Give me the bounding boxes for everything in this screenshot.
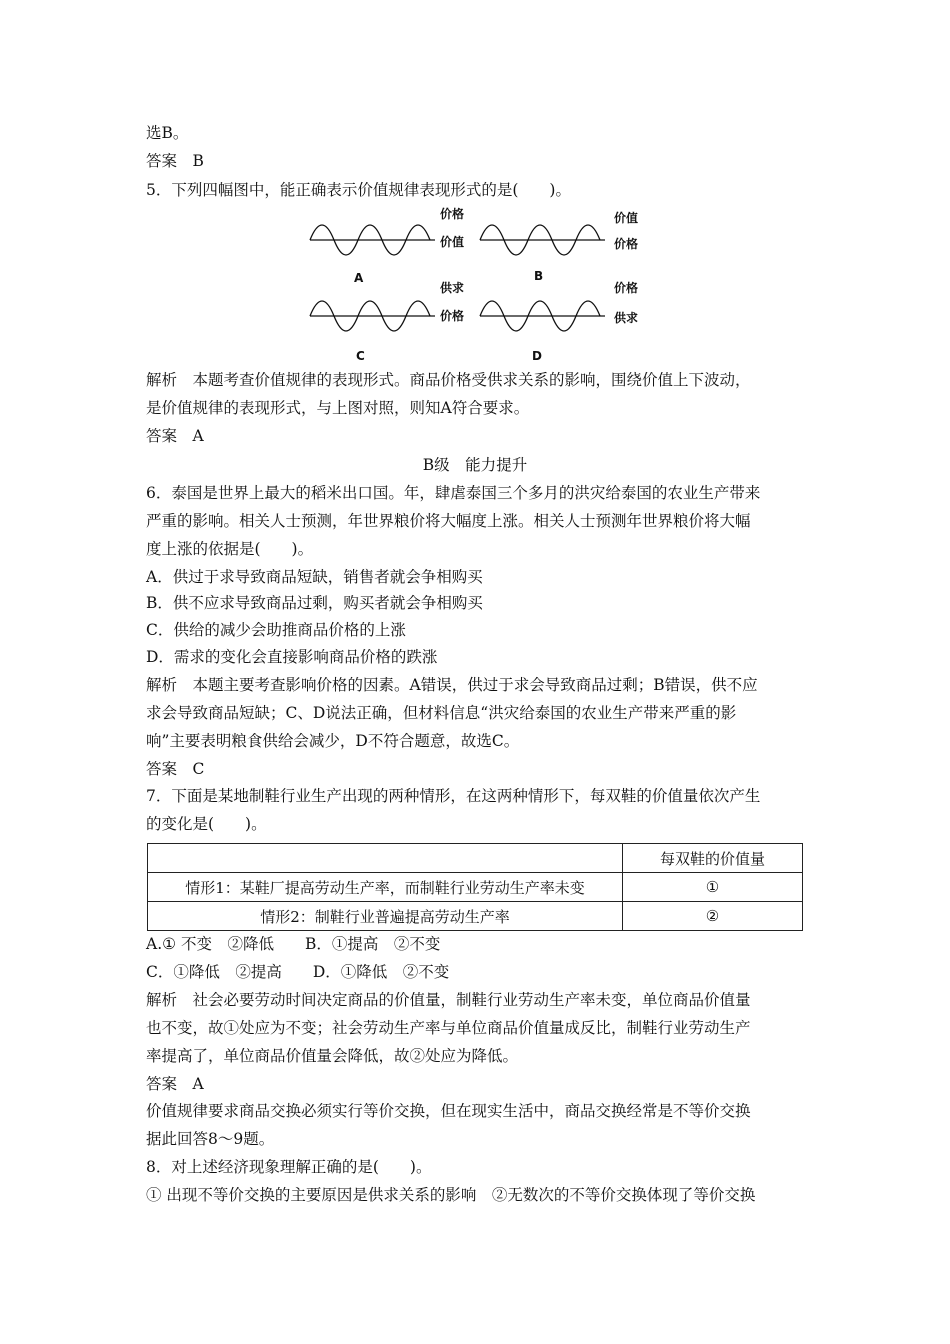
analysis-line: 解析 本题主要考查影响价格的因素。A错误，供过于求会导致商品过剩；B错误，供不应 — [146, 676, 758, 694]
table-cell: ② — [623, 902, 803, 931]
panel-d — [480, 280, 638, 363]
option-a: A．供过于求导致商品短缺，销售者就会争相购买 — [146, 568, 483, 586]
panel-d-bottom-label: 供求 — [614, 311, 639, 325]
table-header-row — [148, 844, 803, 873]
analysis-line: 也不变，故①处应为不变；社会劳动生产率与单位商品价值量成反比，制鞋行业劳动生产 — [146, 1019, 751, 1037]
options-line: C．①降低 ②提高 D．①降低 ②不变 — [146, 963, 450, 981]
table-header-cell: 每双鞋的价值量 — [623, 844, 803, 873]
analysis-line: 响”主要表明粮食供给会减少，D不符合题意，故选C。 — [146, 732, 520, 750]
panel-b-top-label: 价值 — [614, 211, 639, 225]
panel-c — [310, 280, 464, 363]
panel-b — [480, 210, 638, 283]
answer-line: 答案 A — [146, 427, 204, 445]
analysis-line: 解析 本题考查价值规律的表现形式。商品价格受供求关系的影响，围绕价值上下波动， — [146, 371, 751, 389]
option-b: B．供不应求导致商品过剩，购买者就会争相购买 — [146, 594, 483, 612]
panel-b-caption: B — [534, 269, 544, 283]
table-cell: 情形1：某鞋厂提高劳动生产率，而制鞋行业劳动生产率未变 — [148, 873, 623, 902]
question-6: 6．泰国是世界上最大的稻米出口国。年，肆虐泰国三个多月的洪灾给泰国的农业生产带来 — [146, 484, 761, 502]
table-row — [148, 902, 803, 931]
question-6-line: 严重的影响。相关人士预测，年世界粮价将大幅度上涨。相关人士预测年世界粮价将大幅 — [146, 512, 751, 530]
intro-line: 价值规律要求商品交换必须实行等价交换，但在现实生活中，商品交换经常是不等价交换 — [146, 1102, 751, 1120]
panel-d-caption: D — [532, 349, 542, 363]
table-header-cell — [148, 844, 623, 873]
value-law-figure — [300, 200, 660, 368]
option-d: D．需求的变化会直接影响商品价格的跌涨 — [146, 648, 438, 666]
analysis-line: 求会导致商品短缺；C、D说法正确，但材料信息“洪灾给泰国的农业生产带来严重的影 — [146, 704, 737, 722]
table-cell: ① — [623, 873, 803, 902]
answer-line: 答案 A — [146, 1075, 204, 1093]
table-cell: 情形2：制鞋行业普遍提高劳动生产率 — [148, 902, 623, 931]
panel-a-bottom-label: 价值 — [440, 235, 465, 249]
panel-d-top-label: 价格 — [614, 281, 639, 295]
option-c: C．供给的减少会助推商品价格的上涨 — [146, 621, 406, 639]
section-heading: B级 能力提升 — [422, 456, 528, 474]
intro-line: 据此回答8～9题。 — [146, 1130, 275, 1148]
panel-a-top-label: 价格 — [440, 207, 465, 221]
question-7: 7．下面是某地制鞋行业生产出现的两种情形，在这两种情形下，每双鞋的价值量依次产生 — [146, 787, 761, 805]
panel-c-bottom-label: 价格 — [440, 309, 465, 323]
text-line: 选B。 — [146, 124, 189, 142]
analysis-line: 解析 社会必要劳动时间决定商品的价值量，制鞋行业劳动生产率未变，单位商品价值量 — [146, 991, 751, 1009]
answer-line: 答案 B — [146, 152, 204, 170]
analysis-line: 是价值规律的表现形式，与上图对照，则知A符合要求。 — [146, 399, 530, 417]
panel-a — [310, 206, 464, 285]
question-5: 5．下列四幅图中，能正确表示价值规律表现形式的是( )。 — [146, 181, 571, 199]
analysis-line: 率提高了，单位商品价值量会降低，故②处应为降低。 — [146, 1047, 519, 1065]
panel-c-caption: C — [356, 349, 365, 363]
question-8-options: ① 出现不等价交换的主要原因是供求关系的影响 ②无数次的不等价交换体现了等价交换 — [146, 1186, 756, 1204]
situations-table — [147, 843, 803, 931]
question-7-line: 的变化是( )。 — [146, 815, 267, 833]
panel-c-top-label: 供求 — [440, 281, 465, 295]
table-row — [148, 873, 803, 902]
answer-line: 答案 C — [146, 760, 205, 778]
panel-b-bottom-label: 价格 — [614, 237, 639, 251]
options-line: A.① 不变 ②降低 B．①提高 ②不变 — [146, 935, 441, 953]
question-6-line: 度上涨的依据是( )。 — [146, 540, 314, 558]
question-8: 8．对上述经济现象理解正确的是( )。 — [146, 1158, 432, 1176]
panel-a-caption: A — [354, 271, 364, 285]
